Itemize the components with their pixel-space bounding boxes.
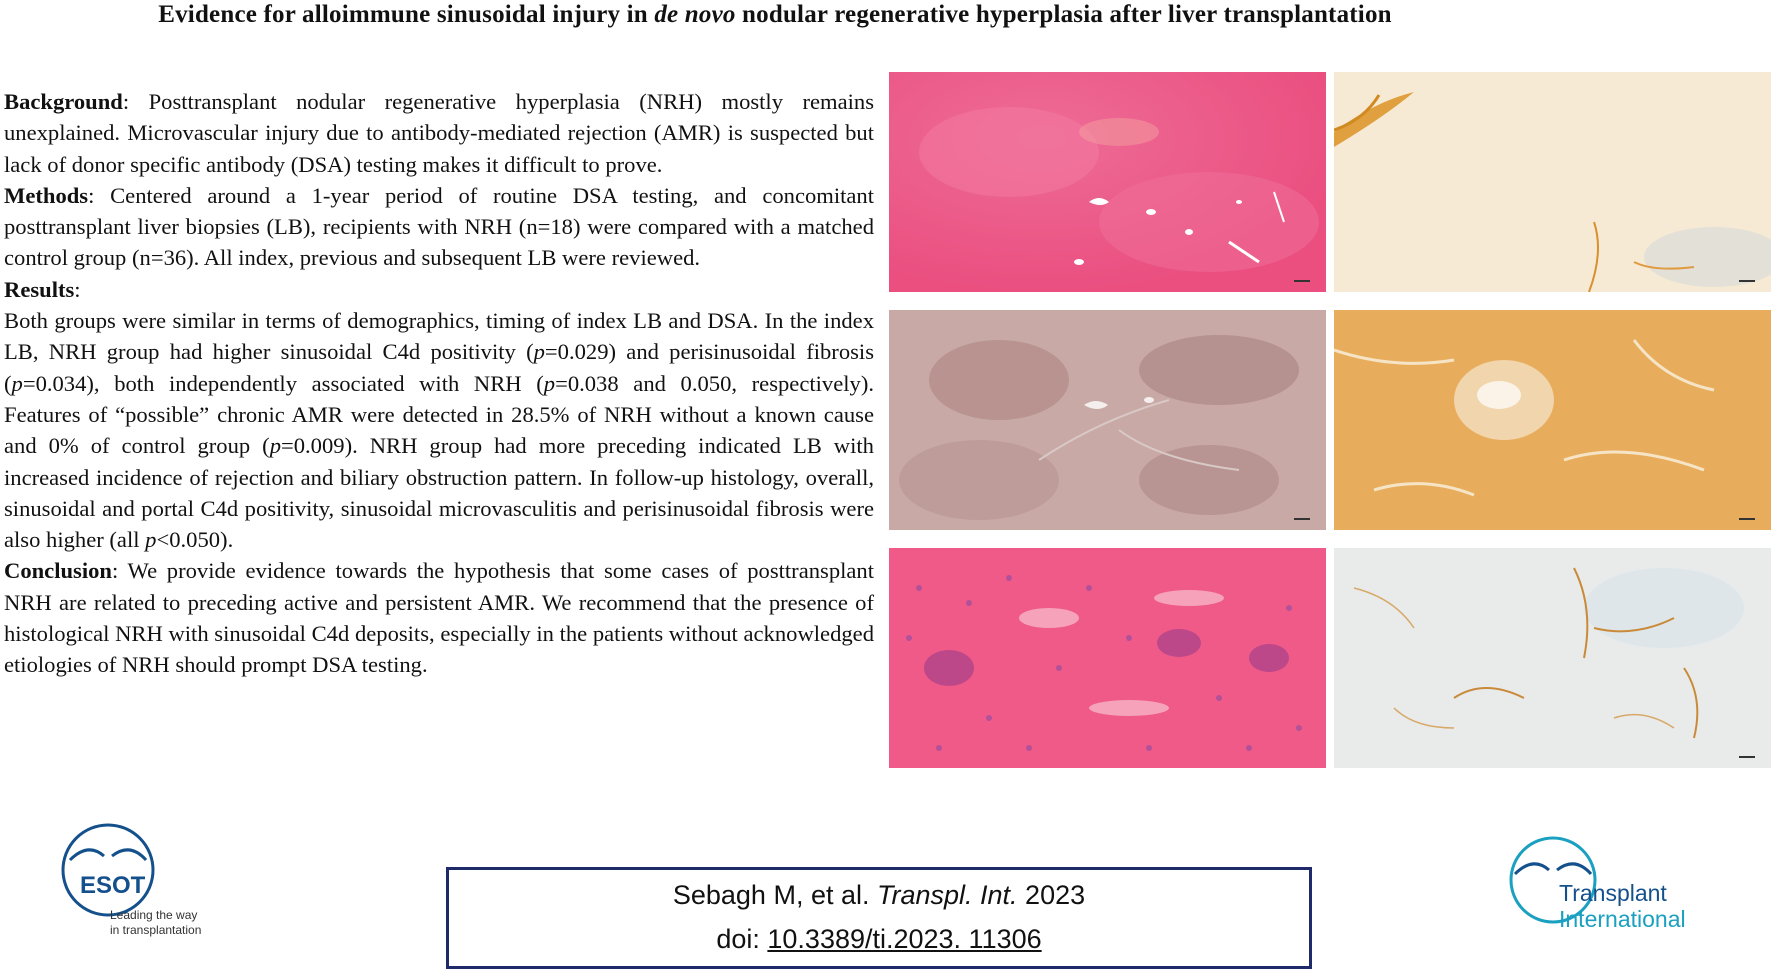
results-paragraph	[4, 305, 874, 555]
conclusion-text: : We provide evidence towards the hypothesis that some cases of posttransplant NRH are related to preceding active and persistent AMR. We recommend that the presence of histological NRH with sinusoidal C4d deposits, especially in the patients without acknowledged etiologies of NRH should prompt DSA testing.	[4, 558, 874, 678]
he-high-power-image	[889, 548, 1326, 768]
title-part-1: Evidence for alloimmune sinusoidal injury in	[158, 1, 655, 28]
esot-logo	[58, 820, 218, 940]
citation-box	[446, 867, 1312, 969]
reticulin-stain-image	[889, 310, 1326, 530]
results-heading	[4, 274, 874, 305]
c4d-stain-image-3	[1334, 548, 1771, 768]
paper-title	[0, 0, 1550, 30]
conclusion-label: Conclusion	[4, 558, 112, 584]
background-label: Background	[4, 89, 123, 114]
conclusion-paragraph	[4, 555, 874, 680]
esot-tagline-2: in transplantation	[110, 923, 202, 937]
results-colon: :	[74, 276, 81, 302]
background-paragraph	[4, 86, 874, 180]
ti-line-1: Transplant	[1559, 880, 1667, 906]
title-part-2: nodular regenerative hyperplasia after liver transplantation	[735, 1, 1392, 28]
results-text-2: =0.029) and perisinusoidal fibrosis (	[4, 339, 874, 396]
citation-reference	[449, 880, 1309, 911]
p-italic: p	[533, 339, 545, 365]
p-italic: p	[543, 370, 556, 396]
esot-name: ESOT	[80, 872, 146, 899]
ti-line-2: International	[1559, 906, 1686, 932]
citation-authors: Sebagh M, et al.	[672, 880, 877, 910]
results-text-4: =0.038 and 0.050, respectively). Features of “possible” chronic AMR were detected in 28.5% of NRH without a known cause and 0% of control group (	[4, 370, 874, 459]
doi-link[interactable]: 10.3389/ti.2023. 11306	[767, 924, 1042, 954]
p-italic: p	[269, 433, 281, 459]
background-text: : Posttransplant nodular regenerative hyperplasia (NRH) mostly remains unexplained. Microvascular injury due to antibody-mediated rejection (AMR) is suspected but lack of donor specific antibody (DSA) testing makes it difficult to prove.	[4, 89, 874, 177]
results-text-6: <0.050).	[156, 527, 234, 553]
doi-label: doi:	[716, 924, 768, 954]
methods-paragraph	[4, 180, 874, 274]
methods-text: : Centered around a 1-year period of routine DSA testing, and concomitant posttransplant liver biopsies (LB), recipients with NRH (n=18) were compared with a matched control group (n=36). All index, previous and subsequent LB were reviewed.	[4, 182, 874, 271]
citation-year: 2023	[1017, 880, 1086, 910]
c4d-stain-image-1	[1334, 72, 1771, 292]
citation-doi-line	[449, 924, 1309, 955]
p-italic: p	[145, 527, 157, 553]
p-italic: p	[11, 370, 23, 396]
results-text-3: =0.034), both independently associated with NRH (	[22, 370, 544, 396]
title-italic: de novo	[654, 1, 736, 28]
transplant-international-logo	[1505, 832, 1745, 942]
abstract	[4, 86, 874, 681]
citation-journal: Transpl. Int.	[876, 880, 1018, 910]
methods-label: Methods	[4, 182, 89, 208]
results-label: Results	[4, 276, 75, 302]
results-text-1: Both groups were similar in terms of demographics, timing of index LB and DSA. In the index LB, NRH group had higher sinusoidal C4d positivity (	[4, 308, 874, 365]
he-low-power-image	[889, 72, 1326, 292]
esot-emblem-icon	[58, 820, 158, 920]
c4d-stain-image-2	[1334, 310, 1771, 530]
esot-tagline-1: Leading the way	[110, 908, 198, 922]
results-text-5: =0.009). NRH group had more preceding indicated LB with increased incidence of rejection and biliary obstruction pattern. In follow-up histology, overall, sinusoidal and portal C4d positivity, sinusoidal microvasculitis and perisinusoidal fibrosis were also higher (all	[4, 433, 874, 553]
